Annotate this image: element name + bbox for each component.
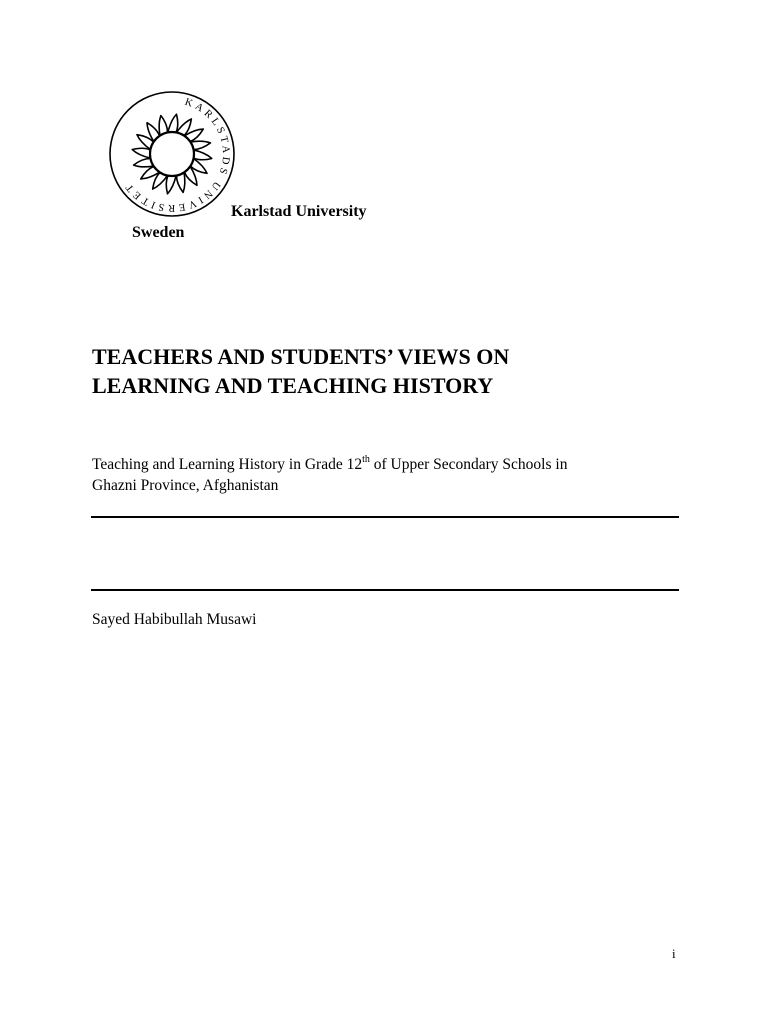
page-number: i	[672, 946, 676, 961]
author-name: Sayed Habibullah Musawi	[92, 611, 257, 628]
sun-ray	[132, 148, 150, 158]
subtitle-superscript: th	[362, 453, 370, 465]
sun-ray	[168, 114, 178, 132]
sun-ray	[166, 176, 176, 194]
country-name: Sweden	[132, 224, 185, 241]
subtitle-line-2: Ghazni Province, Afghanistan	[92, 477, 279, 494]
thesis-subtitle	[92, 454, 692, 496]
seal-graphic	[104, 86, 240, 222]
university-name: Karlstad University	[231, 203, 367, 220]
subtitle-part-2: of Upper Secondary Schools in	[369, 456, 568, 473]
subtitle-part-1: Teaching and Learning History in Grade 12	[92, 456, 363, 473]
sun-ray	[194, 150, 212, 160]
thesis-title	[92, 342, 692, 400]
seal-ring-text: KARLSTADS UNIVERSITET	[122, 96, 232, 214]
title-line-2: LEARNING AND TEACHING HISTORY	[92, 373, 494, 398]
title-line-1: TEACHERS AND STUDENTS’ VIEWS ON	[92, 344, 510, 369]
university-seal-logo	[104, 86, 240, 222]
divider-bottom	[91, 589, 679, 591]
divider-top	[91, 516, 679, 518]
